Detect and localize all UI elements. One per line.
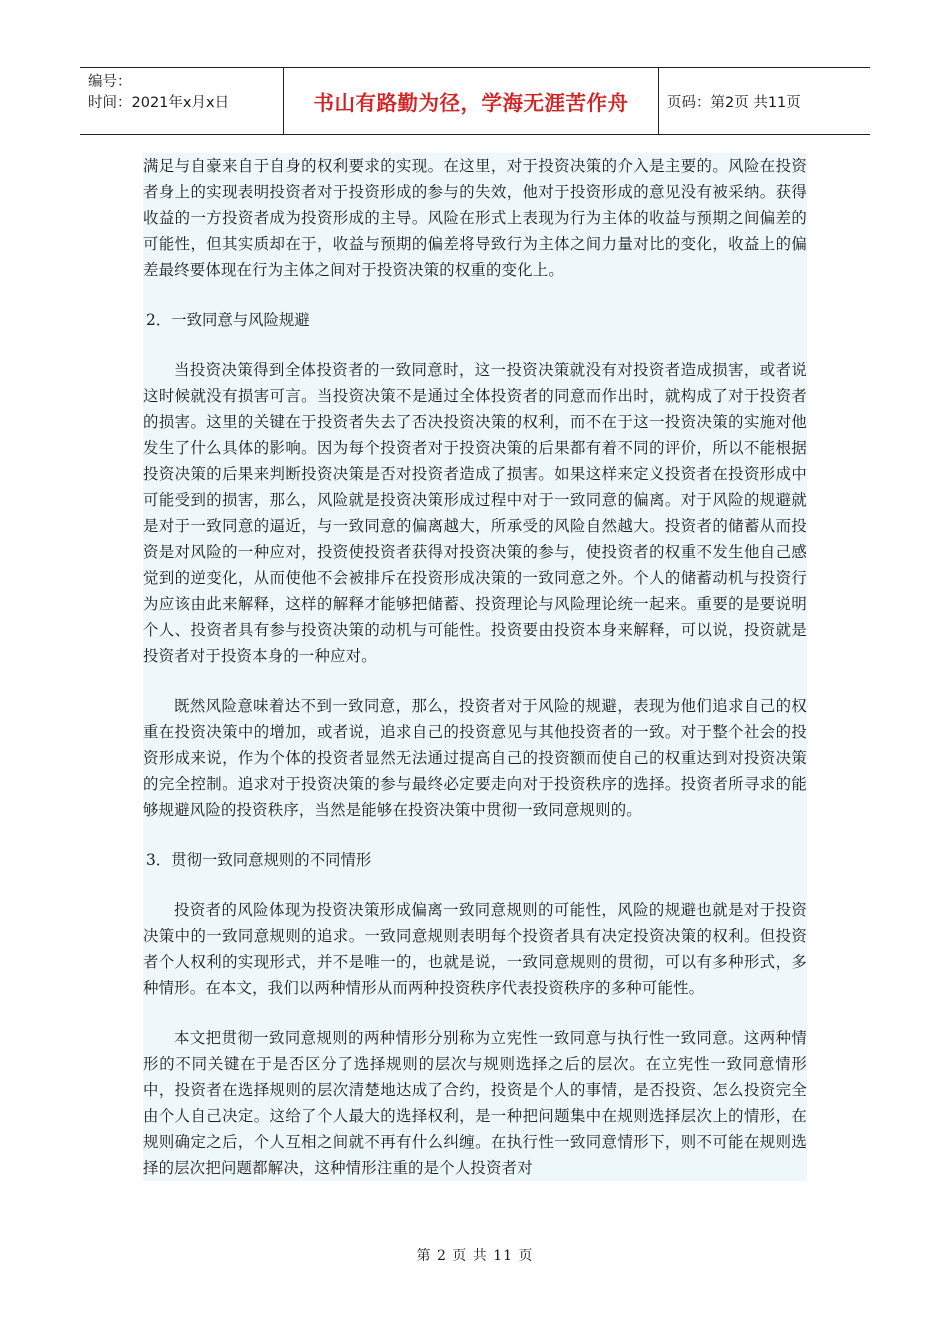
spacer <box>143 669 807 693</box>
page-footer: 第 2 页 共 11 页 <box>416 1248 534 1264</box>
spacer <box>143 283 807 307</box>
header-meta <box>80 68 283 134</box>
paragraph-4: 投资者的风险体现为投资决策形成偏离一致同意规则的可能性，风险的规避也就是对于投资决策中的一致同意规则的追求。一致同意规则表明每个投资者具有决定投资决策的权利。但投资者个人权利的实现形式，并不是唯一的，也就是说，一致同意规则的贯彻，可以有多种形式，多种情形。在本文，我们以两种情形从而两种投资秩序代表投资秩序的多种可能性。 <box>143 901 807 997</box>
paragraph-3: 既然风险意味着达不到一致同意，那么，投资者对于风险的规避，表现为他们追求自己的权重在投资决策中的增加，或者说，追求自己的投资意见与其他投资者的一致。对于整个社会的投资形成来说，作为个体的投资者显然无法通过提高自己的投资额而使自己的权重达到对投资决策的完全控制。追求对于投资决策的参与最终必定要走向对于投资秩序的选择。投资者所寻求的能够规避风险的投资秩序，当然是能够在投资决策中贯彻一致同意规则的。 <box>143 697 807 819</box>
spacer <box>143 1001 807 1025</box>
spacer <box>143 333 807 357</box>
header-page-info: 页码：第2页 共11页 <box>667 94 801 111</box>
doc-number-label: 编号： <box>88 74 132 90</box>
header-motto: 书山有路勤为径，学海无涯苦作舟 <box>283 68 659 134</box>
paragraph-5: 本文把贯彻一致同意规则的两种情形分别称为立宪性一致同意与执行性一致同意。这两种情形的不同关键在于是否区分了选择规则的层次与规则选择之后的层次。在立宪性一致同意情形中，投资者在选择规则的层次清楚地达成了合约，投资是个人的事情，是否投资、怎么投资完全由个人自己决定。这给了个人最大的选择权利，是一种把问题集中在规则选择层次上的情形，在规则确定之后，个人互相之间就不再有什么纠缠。在执行性一致同意情形下，则不可能在规则选择的层次把问题都解决，这种情形注重的是个人投资者对 <box>143 1029 807 1177</box>
page-header <box>80 67 870 135</box>
document-body <box>143 153 807 1181</box>
section-heading-2: 2．一致同意与风险规避 <box>146 311 310 329</box>
date-label: 时间：2021年x月x日 <box>88 95 230 111</box>
section-heading-3: 3．贯彻一致同意规则的不同情形 <box>146 851 372 869</box>
spacer <box>143 873 807 897</box>
spacer <box>143 823 807 847</box>
paragraph-2: 当投资决策得到全体投资者的一致同意时，这一投资决策就没有对投资者造成损害，或者说这时候就没有损害可言。当投资决策不是通过全体投资者的同意而作出时，就构成了对于投资者的损害。这里的关键在于投资者失去了否决投资决策的权利，而不在于这一投资决策的实施对他发生了什么具体的影响。因为每个投资者对于投资决策的后果都有着不同的评价，所以不能根据投资决策的后果来判断投资决策是否对投资者造成了损害。如果这样来定义投资者在投资形成中可能受到的损害，那么，风险就是投资决策形成过程中对于一致同意的偏离。对于风险的规避就是对于一致同意的逼近，与一致同意的偏离越大，所承受的风险自然越大。投资者的储蓄从而投资是对风险的一种应对，投资使投资者获得对投资决策的参与，使投资者的权重不发生他自己感觉到的逆变化，从而使他不会被排斥在投资形成决策的一致同意之外。个人的储蓄动机与投资行为应该由此来解释，这样的解释才能够把储蓄、投资理论与风险理论统一起来。重要的是要说明个人、投资者具有参与投资决策的动机与可能性。投资要由投资本身来解释，可以说，投资就是投资者对于投资本身的一种应对。 <box>143 361 807 665</box>
paragraph-1: 满足与自豪来自于自身的权利要求的实现。在这里，对于投资决策的介入是主要的。风险在投资者身上的实现表明投资者对于投资形成的参与的失效，他对于投资形成的意见没有被采纳。获得收益的一方投资者成为投资形成的主导。风险在形式上表现为行为主体的收益与预期之间偏差的可能性，但其实质却在于，收益与预期的偏差将导致行为主体之间力量对比的变化，收益上的偏差最终要体现在行为主体之间对于投资决策的权重的变化上。 <box>143 157 807 279</box>
